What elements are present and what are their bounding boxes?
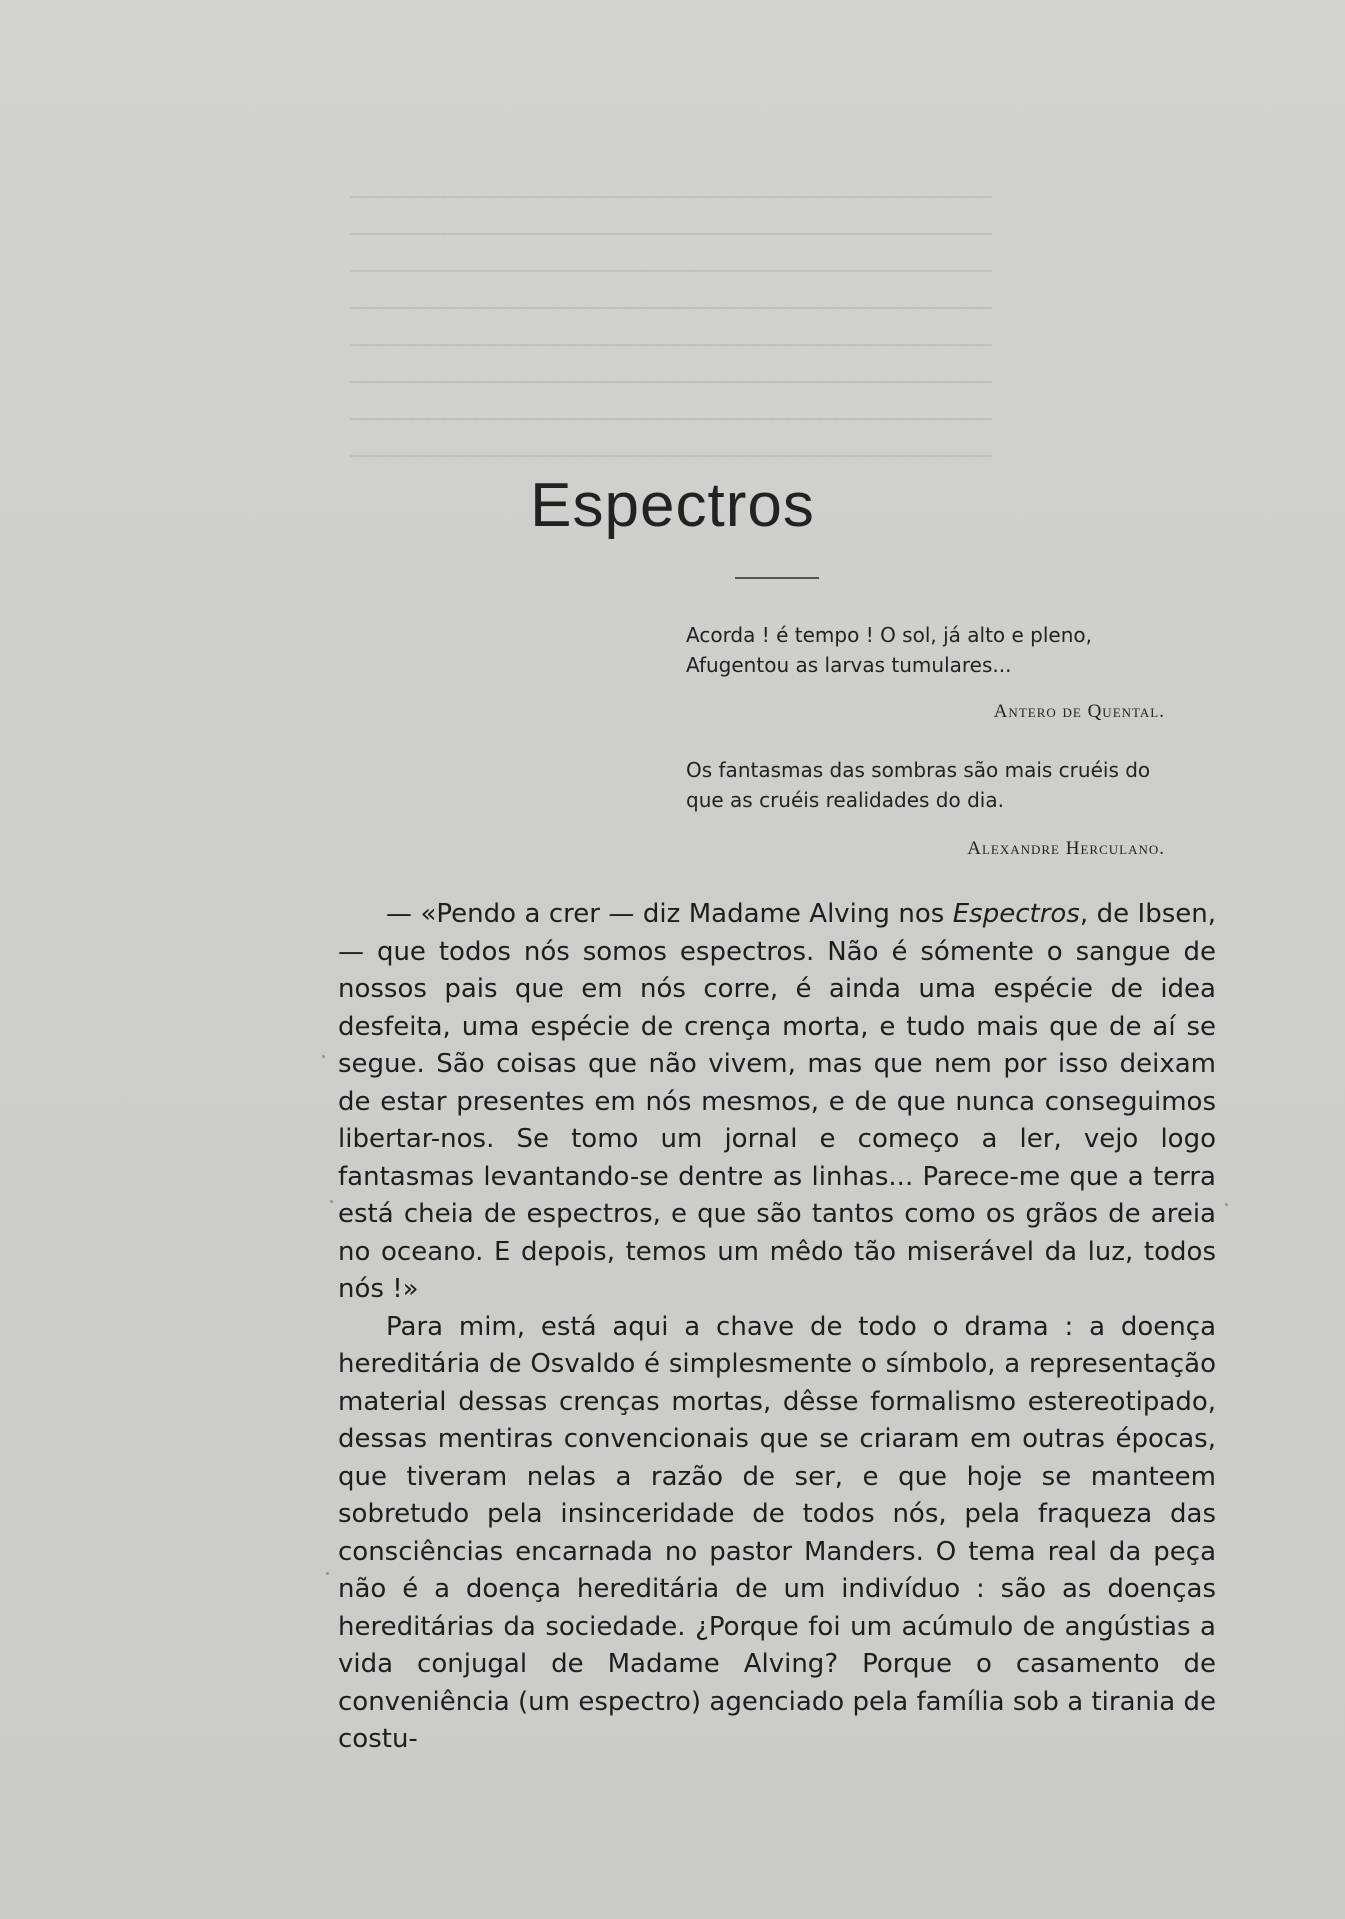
epigraph-1-line-2: Afugentou as larvas tumulares... xyxy=(686,653,1012,677)
epigraph-1-line-1: Acorda ! é tempo ! O sol, já alto e pleno, xyxy=(686,623,1093,647)
epigraph-2-line-2: que as cruéis realidades do dia. xyxy=(686,788,1004,812)
chapter-title: Espectros xyxy=(530,471,815,540)
ink-speck xyxy=(330,1200,333,1203)
epigraph-2-line-1: Os fantasmas das sombras são mais cruéis do xyxy=(686,758,1151,782)
ink-speck xyxy=(1225,1203,1228,1206)
paragraph-1-start: — «Pendo a crer — diz Madame Alving nos xyxy=(386,899,953,929)
body-text xyxy=(338,896,1216,1759)
show-through-texture: ───────────────────────────────────────── ───────────────────────────────────────── ───────────────────────────────────────── ───────────────────────────────────────── ───────────────────────────────────────── ───────────────────────────────────────── ───────────────────────────────────────── ───────────────────────────────────────── xyxy=(350,183,992,472)
epigraph-2-attribution: Alexandre Herculano. xyxy=(967,838,1165,859)
title-rule xyxy=(735,577,819,579)
ink-speck xyxy=(326,1572,329,1575)
paragraph-1 xyxy=(338,896,1216,1309)
paragraph-1-emphasis: Espectros xyxy=(952,899,1080,929)
epigraph-2 xyxy=(686,755,1150,815)
paragraph-1-rest: , de Ibsen, — que todos nós somos espectros. Não é sómente o sangue de nossos pais que em nós corre, é ainda uma espécie de idea desfeita, uma espécie de crença morta, e tudo mais que de aí se segue. São coisas que não vivem, mas que nem por isso deixam de estar presentes em nós mesmos, e de que nunca conseguimos libertar-nos. Se tomo um jornal e começo a ler, vejo logo fantasmas levantando-se dentre as linhas... Parece-me que a terra está cheia de espectros, e que são tantos como os grãos de areia no oceano. E depois, temos um mêdo tão miserável da luz, todos nós !» xyxy=(338,899,1216,1304)
ink-speck xyxy=(322,1055,325,1058)
epigraph-1-attribution: Antero de Quental. xyxy=(993,701,1165,722)
paragraph-2: Para mim, está aqui a chave de todo o drama : a doença hereditária de Osvaldo é simplesmente o símbolo, a representação material dessas crenças mortas, dêsse formalismo estereotipado, dessas mentiras convencionais que se criaram em outras épocas, que tiveram nelas a razão de ser, e que hoje se manteem sobretudo pela insinceridade de todos nós, pela fraqueza das consciências encarnada no pastor Manders. O tema real da peça não é a doença hereditária de um indivíduo : são as doenças hereditárias da sociedade. ¿Porque foi um acúmulo de angústias a vida conjugal de Madame Alving? Porque o casamento de conveniência (um espectro) agenciado pela família sob a tirania de costu- xyxy=(338,1311,1216,1754)
epigraph-1 xyxy=(686,620,1092,680)
